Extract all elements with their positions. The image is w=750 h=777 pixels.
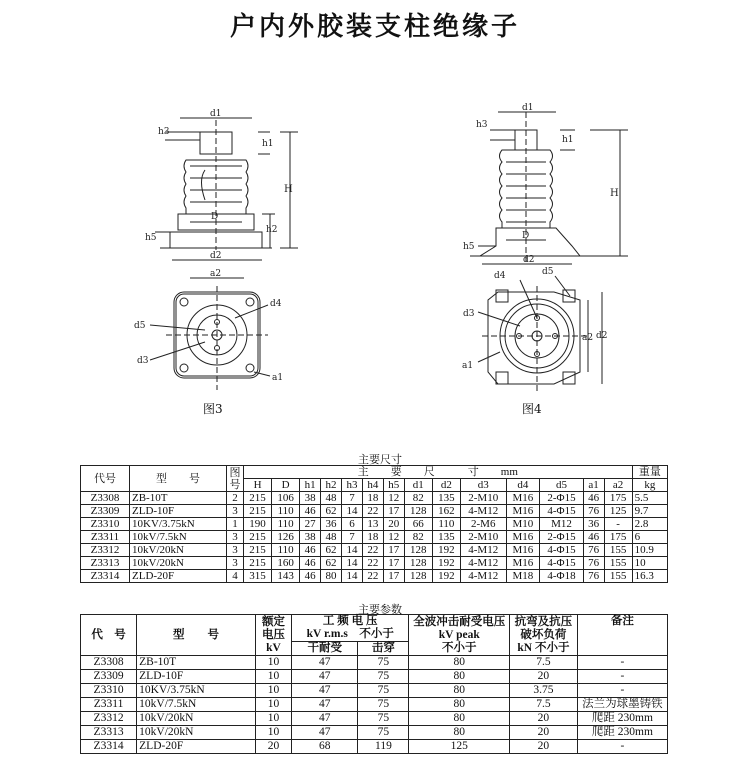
table-row: [81, 712, 668, 726]
table-cell: 46: [300, 557, 321, 570]
table-cell: 2-M6: [460, 518, 506, 531]
table-cell: 4-M12: [460, 505, 506, 518]
table-cell: 215: [244, 492, 272, 505]
col-header-code: 代号: [81, 466, 130, 492]
col-header-model: 型 号: [130, 466, 227, 492]
table-cell: 47: [292, 670, 358, 684]
table-cell: 46: [300, 570, 321, 583]
col-header-dim: h5: [383, 479, 404, 492]
table2-caption: 主要参数: [358, 603, 402, 616]
table-row: [81, 684, 668, 698]
svg-text:h1: h1: [262, 139, 274, 149]
table-cell: ZB-10T: [137, 656, 256, 670]
table-cell: 10kV/20kN: [137, 712, 256, 726]
table-cell: 7: [342, 531, 363, 544]
svg-text:h3: h3: [476, 120, 488, 130]
col-header-dim: a2: [604, 479, 632, 492]
table-cell: 215: [244, 531, 272, 544]
table-cell: 22: [362, 505, 383, 518]
table-cell: Z3308: [81, 656, 137, 670]
svg-text:d3: d3: [137, 356, 149, 366]
table-cell: 10kV/7.5kN: [130, 531, 227, 544]
table-header-row: [81, 615, 668, 642]
table-cell: 10: [255, 698, 291, 712]
table-cell: 3: [227, 531, 244, 544]
table-cell: 20: [510, 726, 578, 740]
table-cell: Z3314: [81, 740, 137, 754]
fig4-side-view: [463, 103, 628, 265]
table-cell: 爬距 230mm: [577, 726, 667, 740]
table-cell: 76: [583, 544, 604, 557]
table-cell: 22: [362, 557, 383, 570]
table-cell: ZLD-20F: [137, 740, 256, 754]
table-cell: 110: [272, 505, 300, 518]
table-row: [81, 505, 668, 518]
table-cell: 160: [272, 557, 300, 570]
table-cell: Z3311: [81, 531, 130, 544]
col-header-dim: h4: [362, 479, 383, 492]
table-cell: 17: [383, 505, 404, 518]
svg-text:D: D: [522, 231, 530, 241]
table-cell: M16: [506, 531, 540, 544]
table-cell: 20: [255, 740, 291, 754]
col-header-weight: 重量: [632, 466, 667, 479]
table-cell: 48: [321, 492, 342, 505]
table-cell: 80: [409, 656, 510, 670]
table-cell: 46: [583, 531, 604, 544]
table1-caption: 主要尺寸: [358, 453, 402, 466]
table-cell: 14: [342, 570, 363, 583]
table-cell: -: [577, 670, 667, 684]
parameters-table: [80, 614, 668, 754]
table-cell: 10.9: [632, 544, 667, 557]
table-cell: ZLD-20F: [130, 570, 227, 583]
table-cell: 27: [300, 518, 321, 531]
table-cell: 128: [404, 505, 432, 518]
table-cell: 80: [321, 570, 342, 583]
table-cell: 66: [404, 518, 432, 531]
table-cell: 80: [409, 726, 510, 740]
table-cell: 76: [583, 570, 604, 583]
svg-text:d2: d2: [596, 331, 608, 341]
col-header-dim: d1: [404, 479, 432, 492]
table-cell: 135: [432, 531, 460, 544]
table-row: [81, 544, 668, 557]
svg-text:d2: d2: [523, 255, 535, 265]
svg-text:a2: a2: [582, 333, 594, 343]
table-cell: 82: [404, 531, 432, 544]
table-cell: 155: [604, 557, 632, 570]
table-cell: 2.8: [632, 518, 667, 531]
table-cell: Z3310: [81, 518, 130, 531]
table-cell: 3.75: [510, 684, 578, 698]
table-cell: -: [604, 518, 632, 531]
table-cell: ZB-10T: [130, 492, 227, 505]
svg-text:h5: h5: [145, 233, 157, 243]
table-cell: 47: [292, 698, 358, 712]
table-cell: 80: [409, 684, 510, 698]
svg-text:H: H: [610, 188, 619, 199]
table-row: [81, 557, 668, 570]
table-cell: 75: [358, 670, 409, 684]
col-header-weight-unit: kg: [632, 479, 667, 492]
table-cell: 36: [321, 518, 342, 531]
table-cell: 3: [227, 505, 244, 518]
table-cell: 110: [272, 544, 300, 557]
table-cell: 215: [244, 557, 272, 570]
col-header-dim: a1: [583, 479, 604, 492]
table-cell: 36: [583, 518, 604, 531]
table-cell: 12: [383, 492, 404, 505]
fig4-label: 图4: [522, 402, 542, 416]
table-row: [81, 670, 668, 684]
table-cell: 48: [321, 531, 342, 544]
svg-text:a2: a2: [210, 269, 222, 279]
table-cell: 46: [300, 544, 321, 557]
svg-text:a1: a1: [462, 361, 474, 371]
table-cell: 10kV/20kN: [130, 544, 227, 557]
svg-text:d1: d1: [522, 103, 534, 113]
table-cell: 3: [227, 557, 244, 570]
table-cell: 18: [362, 492, 383, 505]
table-cell: 6: [632, 531, 667, 544]
table-cell: 5.5: [632, 492, 667, 505]
col-header-dim: d3: [460, 479, 506, 492]
table-cell: 3: [227, 544, 244, 557]
table-cell: 4-M12: [460, 570, 506, 583]
col-header-dim: D: [272, 479, 300, 492]
table-row: [81, 570, 668, 583]
svg-text:a1: a1: [272, 373, 284, 383]
col-header-dim: d5: [540, 479, 583, 492]
col-header-dim: d2: [432, 479, 460, 492]
table-cell: 47: [292, 684, 358, 698]
table-cell: 10: [255, 726, 291, 740]
table-cell: 162: [432, 505, 460, 518]
table-cell: 7.5: [510, 698, 578, 712]
page-title: 户内外胶装支柱绝缘子: [229, 12, 520, 42]
table-cell: 10KV/3.75kN: [137, 684, 256, 698]
table-cell: 10kV/7.5kN: [137, 698, 256, 712]
table-cell: 192: [432, 544, 460, 557]
fig3-top-view: [134, 269, 283, 390]
table-cell: 62: [321, 544, 342, 557]
svg-text:d3: d3: [463, 309, 475, 319]
col-header-dim: H: [244, 479, 272, 492]
svg-text:h5: h5: [463, 242, 475, 252]
col-header-dim: h3: [342, 479, 363, 492]
table-cell: 22: [362, 544, 383, 557]
table-cell: 4-Φ15: [540, 544, 583, 557]
table-cell: 126: [272, 531, 300, 544]
table-cell: -: [577, 740, 667, 754]
table-cell: 175: [604, 531, 632, 544]
table-cell: ZLD-10F: [137, 670, 256, 684]
table-cell: 215: [244, 544, 272, 557]
col-header-powerfreq: 工 频 电 压 kV r.m.s 不小于: [292, 615, 409, 642]
table-cell: 14: [342, 544, 363, 557]
table-cell: 2-Φ15: [540, 531, 583, 544]
table-cell: 20: [510, 670, 578, 684]
col-header-fig: 图号: [227, 466, 244, 492]
table-cell: 6: [342, 518, 363, 531]
table-cell: M16: [506, 492, 540, 505]
table-cell: Z3312: [81, 544, 130, 557]
col-header-note: 备注: [577, 615, 667, 656]
table-cell: Z3313: [81, 557, 130, 570]
fig4-top-view: [462, 267, 608, 392]
table-row: [81, 531, 668, 544]
table-cell: 75: [358, 684, 409, 698]
col-header-dims: 主 要 尺 寸 mm: [244, 466, 633, 479]
table-cell: 110: [432, 518, 460, 531]
table-cell: ZLD-10F: [130, 505, 227, 518]
table-cell: 192: [432, 557, 460, 570]
col-header-dim: h1: [300, 479, 321, 492]
table-cell: 75: [358, 698, 409, 712]
table-cell: 128: [404, 557, 432, 570]
table-cell: 192: [432, 570, 460, 583]
dimensions-table: [80, 465, 668, 583]
table-cell: 80: [409, 698, 510, 712]
col-header-model: 型 号: [137, 615, 256, 656]
table-cell: 20: [383, 518, 404, 531]
table-row: [81, 740, 668, 754]
table-cell: 7.5: [510, 656, 578, 670]
svg-text:D: D: [211, 212, 219, 222]
table-cell: 17: [383, 544, 404, 557]
table-cell: 75: [358, 656, 409, 670]
col-header-dim: h2: [321, 479, 342, 492]
table-cell: M10: [506, 518, 540, 531]
table-cell: 18: [362, 531, 383, 544]
table-cell: 125: [604, 505, 632, 518]
table-cell: 82: [404, 492, 432, 505]
table-cell: 10kV/20kN: [130, 557, 227, 570]
table-cell: -: [577, 656, 667, 670]
table-cell: M16: [506, 544, 540, 557]
table-row: [81, 492, 668, 505]
svg-text:h1: h1: [562, 135, 574, 145]
svg-text:d4: d4: [494, 271, 506, 281]
table-row: [81, 518, 668, 531]
table-cell: 20: [510, 740, 578, 754]
table-cell: 7: [342, 492, 363, 505]
table-cell: 爬距 230mm: [577, 712, 667, 726]
table-cell: 215: [244, 505, 272, 518]
table-cell: 2: [227, 492, 244, 505]
table-cell: 80: [409, 712, 510, 726]
table-cell: 2-Φ15: [540, 492, 583, 505]
col-header-impulse: 全波冲击耐受电压 kV peak 不小于: [409, 615, 510, 656]
table-cell: 1: [227, 518, 244, 531]
table-cell: 10: [255, 656, 291, 670]
table-cell: 135: [432, 492, 460, 505]
table-cell: 46: [300, 505, 321, 518]
table-cell: 16.3: [632, 570, 667, 583]
table-row: [81, 656, 668, 670]
table-cell: 4-Φ18: [540, 570, 583, 583]
svg-text:H: H: [284, 184, 293, 195]
table-cell: 10: [632, 557, 667, 570]
svg-text:d5: d5: [542, 267, 554, 277]
table-cell: 38: [300, 492, 321, 505]
table-cell: 155: [604, 544, 632, 557]
table-cell: 4-Φ15: [540, 557, 583, 570]
table-cell: 17: [383, 570, 404, 583]
table-cell: Z3309: [81, 505, 130, 518]
table-cell: 62: [321, 505, 342, 518]
table-cell: 38: [300, 531, 321, 544]
col-header-load: 抗弯及抗压 破坏负荷 kN 不小于: [510, 615, 578, 656]
table-cell: 128: [404, 570, 432, 583]
table-cell: Z3313: [81, 726, 137, 740]
table-cell: Z3309: [81, 670, 137, 684]
svg-text:d2: d2: [210, 251, 222, 261]
table-cell: 9.7: [632, 505, 667, 518]
table-cell: 75: [358, 726, 409, 740]
table-cell: 4-M12: [460, 557, 506, 570]
col-header-break: 击穿: [358, 642, 409, 656]
table-cell: 47: [292, 712, 358, 726]
table-cell: 10: [255, 684, 291, 698]
table-cell: 4-Φ15: [540, 505, 583, 518]
table-cell: Z3312: [81, 712, 137, 726]
table-cell: M12: [540, 518, 583, 531]
table-cell: 175: [604, 492, 632, 505]
svg-text:h2: h2: [266, 225, 278, 235]
table-cell: 4: [227, 570, 244, 583]
table-cell: M18: [506, 570, 540, 583]
svg-text:h3: h3: [158, 127, 170, 137]
table-cell: 14: [342, 557, 363, 570]
col-header-dry: 干耐受: [292, 642, 358, 656]
table-cell: 155: [604, 570, 632, 583]
table-cell: 125: [409, 740, 510, 754]
table-cell: 2-M10: [460, 531, 506, 544]
table-header-row: [81, 466, 668, 479]
table-cell: 143: [272, 570, 300, 583]
table-cell: M16: [506, 505, 540, 518]
table-cell: 12: [383, 531, 404, 544]
svg-text:d1: d1: [210, 109, 222, 119]
table-cell: 119: [358, 740, 409, 754]
table-cell: 17: [383, 557, 404, 570]
table-cell: 68: [292, 740, 358, 754]
table-cell: Z3308: [81, 492, 130, 505]
table-cell: 46: [583, 492, 604, 505]
table-cell: 110: [272, 518, 300, 531]
table-cell: 法兰为球墨铸铁: [577, 698, 667, 712]
table-cell: 76: [583, 505, 604, 518]
table-cell: 22: [362, 570, 383, 583]
table-cell: 128: [404, 544, 432, 557]
table-cell: Z3314: [81, 570, 130, 583]
fig3-label: 图3: [203, 402, 223, 416]
table-cell: 75: [358, 712, 409, 726]
col-header-dim: d4: [506, 479, 540, 492]
table-cell: 76: [583, 557, 604, 570]
table-cell: M16: [506, 557, 540, 570]
table-cell: -: [577, 684, 667, 698]
table-cell: 47: [292, 726, 358, 740]
table-cell: 10kV/20kN: [137, 726, 256, 740]
table-cell: 20: [510, 712, 578, 726]
table-row: [81, 698, 668, 712]
col-header-code: 代 号: [81, 615, 137, 656]
col-header-rated: 额定 电压 kV: [255, 615, 291, 656]
table-cell: 10KV/3.75kN: [130, 518, 227, 531]
table-row: [81, 726, 668, 740]
table-cell: 10: [255, 670, 291, 684]
svg-text:d4: d4: [270, 299, 282, 309]
table-cell: 62: [321, 557, 342, 570]
table-cell: 106: [272, 492, 300, 505]
table-cell: 190: [244, 518, 272, 531]
table-cell: 14: [342, 505, 363, 518]
table-cell: Z3311: [81, 698, 137, 712]
table-cell: 13: [362, 518, 383, 531]
table-cell: 10: [255, 712, 291, 726]
table-cell: 4-M12: [460, 544, 506, 557]
table-cell: 80: [409, 670, 510, 684]
fig3-side-view: [145, 109, 298, 261]
table-cell: 315: [244, 570, 272, 583]
table-cell: Z3310: [81, 684, 137, 698]
svg-text:d5: d5: [134, 321, 146, 331]
table-cell: 2-M10: [460, 492, 506, 505]
table-cell: 47: [292, 656, 358, 670]
